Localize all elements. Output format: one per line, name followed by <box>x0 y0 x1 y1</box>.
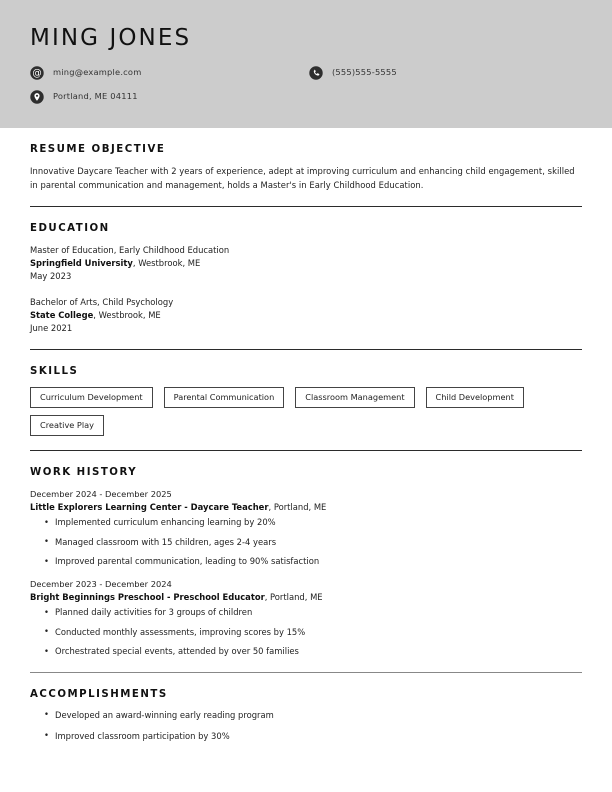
contact-column-right <box>309 64 589 88</box>
section-accomplishments <box>30 673 582 743</box>
section-title-accomplishments: ACCOMPLISHMENTS <box>30 688 168 700</box>
education-location: , Westbrook, ME <box>132 258 201 269</box>
contact-phone[interactable] <box>309 64 589 80</box>
job-bullet: • Improved parental communication, leading to 90% satisfaction <box>44 556 582 567</box>
education-entry <box>30 296 582 335</box>
contact-location[interactable] <box>30 88 300 104</box>
job-bullet: • Implemented curriculum enhancing learning by 20% <box>44 517 582 528</box>
contact-phone-text: (555)555-5555 <box>332 67 397 78</box>
job-bullets <box>30 607 582 657</box>
contact-email[interactable] <box>30 64 300 80</box>
email-icon <box>30 65 44 79</box>
job-employer-title: Bright Beginnings Preschool - Preschool Educator <box>30 591 265 602</box>
resume-body <box>0 128 612 742</box>
objective-text: Innovative Daycare Teacher with 2 years of experience, adept at improving curriculum and enhancing child engagement, skilled in parental communication and management, holds a Master's in Early Childhood Education. <box>30 166 575 190</box>
location-pin-icon <box>30 89 44 103</box>
skills-list <box>30 387 582 436</box>
job-title-line <box>30 591 582 604</box>
job-bullet: • Planned daily activities for 3 groups of children <box>44 607 582 618</box>
accomplishment-bullet: • Developed an award-winning early reading program <box>44 710 582 721</box>
job-bullet: • Conducted monthly assessments, improving scores by 15% <box>44 627 582 638</box>
accomplishment-bullet: • Improved classroom participation by 30% <box>44 731 582 742</box>
skill-tag: Classroom Management <box>295 387 414 408</box>
education-location: , Westbrook, ME <box>93 310 161 321</box>
section-title-work-history: WORK HISTORY <box>30 467 138 479</box>
contact-info <box>30 64 582 116</box>
skill-tag: Curriculum Development <box>30 387 153 408</box>
section-work-history <box>30 451 582 672</box>
resume-header <box>0 0 612 128</box>
work-history-entry <box>30 578 582 657</box>
skill-tag: Creative Play <box>30 415 104 436</box>
job-title-line <box>30 501 582 514</box>
education-school-line <box>30 257 582 270</box>
education-date: May 2023 <box>30 271 72 282</box>
skill-tag: Parental Communication <box>164 387 285 408</box>
education-school-line <box>30 309 582 322</box>
section-education <box>30 207 582 350</box>
section-title-objective: RESUME OBJECTIVE <box>30 144 166 155</box>
section-skills <box>30 350 582 451</box>
education-date: June 2021 <box>30 323 73 334</box>
education-school: State College <box>30 310 94 321</box>
section-title-education: EDUCATION <box>30 223 110 235</box>
job-location: , Portland, ME <box>264 591 323 602</box>
job-bullet: • Orchestrated special events, attended by over 50 families <box>44 646 582 657</box>
job-bullets <box>30 517 582 567</box>
job-dates: December 2024 - December 2025 <box>30 489 172 500</box>
page-title: MING JONES <box>30 25 192 51</box>
job-bullet: • Managed classroom with 15 children, ages 2-4 years <box>44 537 582 548</box>
phone-icon <box>309 65 323 79</box>
job-dates: December 2023 - December 2024 <box>30 579 172 590</box>
job-employer-title: Little Explorers Learning Center - Daycare Teacher <box>30 501 269 512</box>
section-title-skills: SKILLS <box>30 366 79 378</box>
education-degree: Bachelor of Arts, Child Psychology <box>30 297 174 308</box>
job-location: , Portland, ME <box>268 501 327 512</box>
education-school: Springfield University <box>30 258 133 269</box>
skill-tag: Child Development <box>426 387 524 408</box>
accomplishments-bullets <box>30 710 582 743</box>
work-history-entry <box>30 488 582 567</box>
contact-email-text: ming@example.com <box>53 67 142 78</box>
contact-location-text: Portland, ME 04111 <box>53 91 138 102</box>
section-resume-objective <box>30 128 582 207</box>
svg-text:@: @ <box>32 68 42 80</box>
education-entry <box>30 244 582 283</box>
contact-column-left <box>30 64 300 112</box>
education-degree: Master of Education, Early Childhood Education <box>30 245 230 256</box>
